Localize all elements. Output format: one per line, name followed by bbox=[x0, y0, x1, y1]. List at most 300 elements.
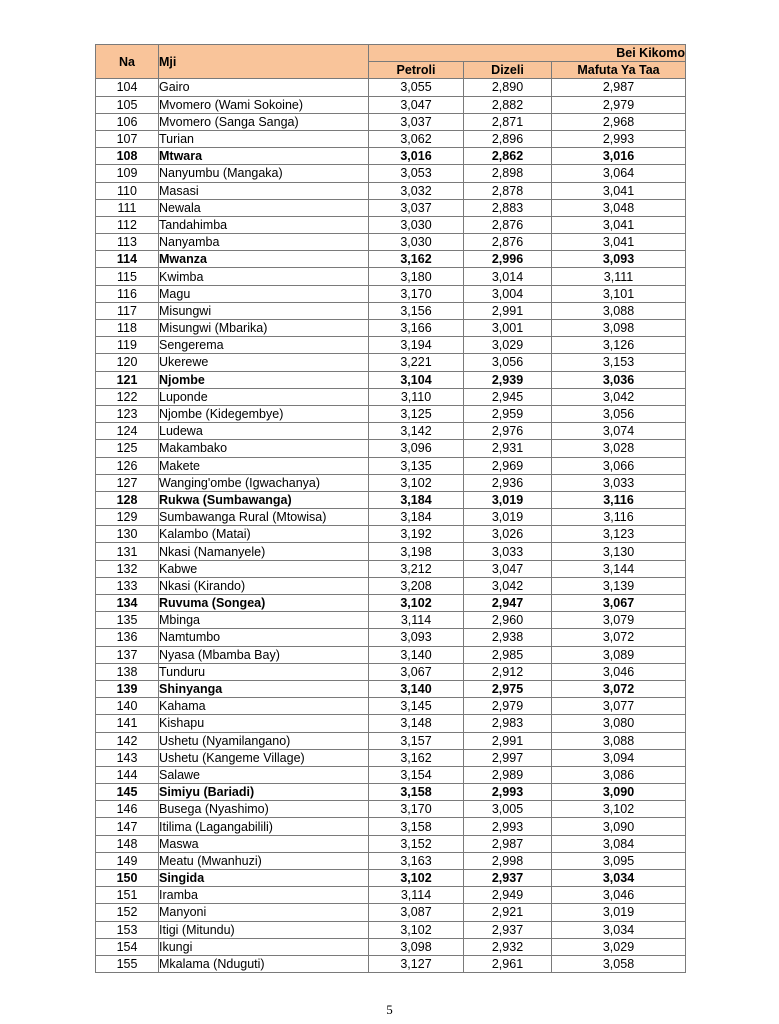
cell-mafuta-ya-taa: 3,041 bbox=[552, 216, 686, 233]
cell-dizeli: 2,878 bbox=[464, 182, 552, 199]
cell-mafuta-ya-taa: 3,095 bbox=[552, 852, 686, 869]
cell-mji: Magu bbox=[159, 285, 369, 302]
cell-dizeli: 2,983 bbox=[464, 715, 552, 732]
table-row bbox=[96, 96, 686, 113]
cell-na: 123 bbox=[96, 405, 159, 422]
cell-mafuta-ya-taa: 3,041 bbox=[552, 234, 686, 251]
cell-dizeli: 2,959 bbox=[464, 405, 552, 422]
cell-petroli: 3,102 bbox=[369, 870, 464, 887]
cell-dizeli: 3,033 bbox=[464, 543, 552, 560]
cell-mafuta-ya-taa: 3,094 bbox=[552, 749, 686, 766]
cell-dizeli: 2,991 bbox=[464, 732, 552, 749]
table-row bbox=[96, 904, 686, 921]
table-row bbox=[96, 354, 686, 371]
cell-mji: Shinyanga bbox=[159, 680, 369, 697]
header-mafuta-ya-taa: Mafuta Ya Taa bbox=[552, 62, 686, 79]
cell-dizeli: 2,921 bbox=[464, 904, 552, 921]
cell-mji: Mtwara bbox=[159, 148, 369, 165]
cell-mji: Rukwa (Sumbawanga) bbox=[159, 491, 369, 508]
cell-na: 120 bbox=[96, 354, 159, 371]
cell-mafuta-ya-taa: 3,033 bbox=[552, 474, 686, 491]
cell-petroli: 3,067 bbox=[369, 663, 464, 680]
table-row-region bbox=[96, 371, 686, 388]
cell-mji: Mkalama (Nduguti) bbox=[159, 955, 369, 972]
cell-mafuta-ya-taa: 3,016 bbox=[552, 148, 686, 165]
cell-mafuta-ya-taa: 3,130 bbox=[552, 543, 686, 560]
cell-mji: Misungwi (Mbarika) bbox=[159, 320, 369, 337]
cell-mafuta-ya-taa: 3,139 bbox=[552, 577, 686, 594]
cell-na: 122 bbox=[96, 388, 159, 405]
cell-mji: Itilima (Lagangabilili) bbox=[159, 818, 369, 835]
cell-mafuta-ya-taa: 3,046 bbox=[552, 663, 686, 680]
cell-dizeli: 2,985 bbox=[464, 646, 552, 663]
cell-mafuta-ya-taa: 3,086 bbox=[552, 766, 686, 783]
cell-dizeli: 2,938 bbox=[464, 629, 552, 646]
cell-dizeli: 2,896 bbox=[464, 130, 552, 147]
cell-dizeli: 2,931 bbox=[464, 440, 552, 457]
cell-dizeli: 2,890 bbox=[464, 79, 552, 96]
cell-petroli: 3,194 bbox=[369, 337, 464, 354]
cell-mji: Ikungi bbox=[159, 938, 369, 955]
cell-na: 147 bbox=[96, 818, 159, 835]
cell-mafuta-ya-taa: 3,084 bbox=[552, 835, 686, 852]
cell-mji: Namtumbo bbox=[159, 629, 369, 646]
cell-mji: Kalambo (Matai) bbox=[159, 526, 369, 543]
cell-dizeli: 2,960 bbox=[464, 612, 552, 629]
cell-dizeli: 2,936 bbox=[464, 474, 552, 491]
cell-mafuta-ya-taa: 3,090 bbox=[552, 818, 686, 835]
cell-na: 124 bbox=[96, 423, 159, 440]
table-body bbox=[96, 79, 686, 973]
table-row bbox=[96, 423, 686, 440]
table-row bbox=[96, 577, 686, 594]
cell-petroli: 3,110 bbox=[369, 388, 464, 405]
cell-mji: Gairo bbox=[159, 79, 369, 96]
table-row-region bbox=[96, 870, 686, 887]
table-row bbox=[96, 268, 686, 285]
cell-petroli: 3,158 bbox=[369, 784, 464, 801]
cell-mji: Turian bbox=[159, 130, 369, 147]
cell-mji: Ushetu (Kangeme Village) bbox=[159, 749, 369, 766]
table-row bbox=[96, 629, 686, 646]
cell-dizeli: 2,932 bbox=[464, 938, 552, 955]
cell-dizeli: 3,014 bbox=[464, 268, 552, 285]
cell-mafuta-ya-taa: 3,080 bbox=[552, 715, 686, 732]
cell-mji: Nkasi (Namanyele) bbox=[159, 543, 369, 560]
cell-petroli: 3,156 bbox=[369, 302, 464, 319]
table-row-region bbox=[96, 148, 686, 165]
cell-na: 113 bbox=[96, 234, 159, 251]
cell-dizeli: 2,961 bbox=[464, 955, 552, 972]
cell-mji: Wanging'ombe (Igwachanya) bbox=[159, 474, 369, 491]
cell-na: 148 bbox=[96, 835, 159, 852]
header-petroli: Petroli bbox=[369, 62, 464, 79]
cell-dizeli: 2,975 bbox=[464, 680, 552, 697]
cell-petroli: 3,140 bbox=[369, 680, 464, 697]
table-row bbox=[96, 79, 686, 96]
cell-na: 149 bbox=[96, 852, 159, 869]
cell-na: 140 bbox=[96, 698, 159, 715]
cell-na: 108 bbox=[96, 148, 159, 165]
cell-dizeli: 2,949 bbox=[464, 887, 552, 904]
cell-petroli: 3,145 bbox=[369, 698, 464, 715]
cell-na: 129 bbox=[96, 509, 159, 526]
table-row bbox=[96, 388, 686, 405]
cell-mji: Njombe (Kidegembye) bbox=[159, 405, 369, 422]
cell-petroli: 3,096 bbox=[369, 440, 464, 457]
table-row-region bbox=[96, 251, 686, 268]
cell-dizeli: 2,998 bbox=[464, 852, 552, 869]
cell-dizeli: 3,005 bbox=[464, 801, 552, 818]
cell-mji: Ruvuma (Songea) bbox=[159, 595, 369, 612]
cell-petroli: 3,212 bbox=[369, 560, 464, 577]
cell-petroli: 3,158 bbox=[369, 818, 464, 835]
cell-mji: Sengerema bbox=[159, 337, 369, 354]
table-row-region bbox=[96, 680, 686, 697]
cell-dizeli: 3,029 bbox=[464, 337, 552, 354]
cell-petroli: 3,030 bbox=[369, 216, 464, 233]
cell-dizeli: 2,945 bbox=[464, 388, 552, 405]
cell-mji: Simiyu (Bariadi) bbox=[159, 784, 369, 801]
cell-na: 145 bbox=[96, 784, 159, 801]
cell-na: 128 bbox=[96, 491, 159, 508]
cell-dizeli: 2,979 bbox=[464, 698, 552, 715]
cell-mafuta-ya-taa: 3,088 bbox=[552, 302, 686, 319]
cell-dizeli: 3,042 bbox=[464, 577, 552, 594]
header-mji: Mji bbox=[159, 45, 369, 79]
cell-petroli: 3,055 bbox=[369, 79, 464, 96]
cell-dizeli: 2,969 bbox=[464, 457, 552, 474]
table-row bbox=[96, 715, 686, 732]
table-row bbox=[96, 474, 686, 491]
cell-petroli: 3,087 bbox=[369, 904, 464, 921]
cell-mafuta-ya-taa: 3,072 bbox=[552, 680, 686, 697]
cell-petroli: 3,162 bbox=[369, 749, 464, 766]
cell-mafuta-ya-taa: 2,987 bbox=[552, 79, 686, 96]
cell-mafuta-ya-taa: 3,066 bbox=[552, 457, 686, 474]
cell-na: 105 bbox=[96, 96, 159, 113]
cell-petroli: 3,102 bbox=[369, 921, 464, 938]
table-row bbox=[96, 955, 686, 972]
cell-mji: Mwanza bbox=[159, 251, 369, 268]
cell-mji: Mvomero (Sanga Sanga) bbox=[159, 113, 369, 130]
cell-petroli: 3,170 bbox=[369, 801, 464, 818]
cell-mji: Tandahimba bbox=[159, 216, 369, 233]
cell-na: 152 bbox=[96, 904, 159, 921]
cell-na: 133 bbox=[96, 577, 159, 594]
cell-petroli: 3,192 bbox=[369, 526, 464, 543]
cell-mji: Nkasi (Kirando) bbox=[159, 577, 369, 594]
cell-petroli: 3,125 bbox=[369, 405, 464, 422]
cell-mafuta-ya-taa: 3,077 bbox=[552, 698, 686, 715]
cell-mji: Ukerewe bbox=[159, 354, 369, 371]
cell-na: 125 bbox=[96, 440, 159, 457]
cell-dizeli: 2,993 bbox=[464, 818, 552, 835]
cell-dizeli: 2,993 bbox=[464, 784, 552, 801]
cell-dizeli: 2,987 bbox=[464, 835, 552, 852]
cell-na: 116 bbox=[96, 285, 159, 302]
cell-mafuta-ya-taa: 2,979 bbox=[552, 96, 686, 113]
cell-mafuta-ya-taa: 3,067 bbox=[552, 595, 686, 612]
cell-petroli: 3,208 bbox=[369, 577, 464, 594]
cell-mji: Nyasa (Mbamba Bay) bbox=[159, 646, 369, 663]
table-row bbox=[96, 938, 686, 955]
cell-mji: Newala bbox=[159, 199, 369, 216]
cell-petroli: 3,163 bbox=[369, 852, 464, 869]
cell-mafuta-ya-taa: 3,041 bbox=[552, 182, 686, 199]
cell-dizeli: 2,882 bbox=[464, 96, 552, 113]
cell-petroli: 3,157 bbox=[369, 732, 464, 749]
cell-na: 107 bbox=[96, 130, 159, 147]
cell-mji: Mbinga bbox=[159, 612, 369, 629]
cell-na: 155 bbox=[96, 955, 159, 972]
cell-mji: Kwimba bbox=[159, 268, 369, 285]
cell-dizeli: 2,912 bbox=[464, 663, 552, 680]
cell-na: 110 bbox=[96, 182, 159, 199]
table-row-region bbox=[96, 784, 686, 801]
table-row bbox=[96, 646, 686, 663]
cell-dizeli: 3,004 bbox=[464, 285, 552, 302]
cell-na: 132 bbox=[96, 560, 159, 577]
cell-petroli: 3,170 bbox=[369, 285, 464, 302]
cell-na: 109 bbox=[96, 165, 159, 182]
cell-mafuta-ya-taa: 3,034 bbox=[552, 870, 686, 887]
cell-dizeli: 2,876 bbox=[464, 216, 552, 233]
cell-na: 127 bbox=[96, 474, 159, 491]
cell-mafuta-ya-taa: 3,074 bbox=[552, 423, 686, 440]
cell-petroli: 3,102 bbox=[369, 474, 464, 491]
cell-mji: Makambako bbox=[159, 440, 369, 457]
table-row bbox=[96, 835, 686, 852]
cell-na: 106 bbox=[96, 113, 159, 130]
table-row bbox=[96, 337, 686, 354]
cell-mji: Ushetu (Nyamilangano) bbox=[159, 732, 369, 749]
table-row bbox=[96, 921, 686, 938]
table-row bbox=[96, 698, 686, 715]
cell-dizeli: 2,937 bbox=[464, 870, 552, 887]
cell-mafuta-ya-taa: 3,102 bbox=[552, 801, 686, 818]
cell-petroli: 3,062 bbox=[369, 130, 464, 147]
cell-mafuta-ya-taa: 3,089 bbox=[552, 646, 686, 663]
cell-mji: Nanyamba bbox=[159, 234, 369, 251]
cell-na: 118 bbox=[96, 320, 159, 337]
table-row bbox=[96, 440, 686, 457]
cell-dizeli: 2,883 bbox=[464, 199, 552, 216]
cell-na: 117 bbox=[96, 302, 159, 319]
cell-na: 115 bbox=[96, 268, 159, 285]
cell-dizeli: 2,939 bbox=[464, 371, 552, 388]
cell-mafuta-ya-taa: 3,090 bbox=[552, 784, 686, 801]
cell-petroli: 3,184 bbox=[369, 491, 464, 508]
table-row bbox=[96, 302, 686, 319]
cell-petroli: 3,114 bbox=[369, 887, 464, 904]
table-row bbox=[96, 749, 686, 766]
cell-mji: Mvomero (Wami Sokoine) bbox=[159, 96, 369, 113]
cell-dizeli: 2,871 bbox=[464, 113, 552, 130]
cell-na: 121 bbox=[96, 371, 159, 388]
cell-petroli: 3,102 bbox=[369, 595, 464, 612]
header-dizeli: Dizeli bbox=[464, 62, 552, 79]
table-row bbox=[96, 818, 686, 835]
cell-mafuta-ya-taa: 3,064 bbox=[552, 165, 686, 182]
table-row bbox=[96, 887, 686, 904]
cell-na: 135 bbox=[96, 612, 159, 629]
cell-petroli: 3,037 bbox=[369, 113, 464, 130]
cell-mafuta-ya-taa: 3,072 bbox=[552, 629, 686, 646]
cell-mafuta-ya-taa: 3,144 bbox=[552, 560, 686, 577]
cell-petroli: 3,037 bbox=[369, 199, 464, 216]
cell-mafuta-ya-taa: 3,058 bbox=[552, 955, 686, 972]
cell-na: 137 bbox=[96, 646, 159, 663]
cell-mafuta-ya-taa: 2,993 bbox=[552, 130, 686, 147]
cell-dizeli: 2,976 bbox=[464, 423, 552, 440]
cell-dizeli: 2,876 bbox=[464, 234, 552, 251]
cell-na: 131 bbox=[96, 543, 159, 560]
cell-petroli: 3,098 bbox=[369, 938, 464, 955]
cell-petroli: 3,180 bbox=[369, 268, 464, 285]
cell-mafuta-ya-taa: 3,101 bbox=[552, 285, 686, 302]
cell-dizeli: 2,937 bbox=[464, 921, 552, 938]
table-row-region bbox=[96, 595, 686, 612]
cell-mafuta-ya-taa: 3,019 bbox=[552, 904, 686, 921]
cell-dizeli: 2,996 bbox=[464, 251, 552, 268]
cell-na: 104 bbox=[96, 79, 159, 96]
cell-mafuta-ya-taa: 2,968 bbox=[552, 113, 686, 130]
cell-dizeli: 3,019 bbox=[464, 509, 552, 526]
table-row bbox=[96, 113, 686, 130]
cell-mji: Singida bbox=[159, 870, 369, 887]
cell-na: 151 bbox=[96, 887, 159, 904]
cell-mafuta-ya-taa: 3,029 bbox=[552, 938, 686, 955]
cell-petroli: 3,184 bbox=[369, 509, 464, 526]
cell-petroli: 3,198 bbox=[369, 543, 464, 560]
table-header bbox=[96, 45, 686, 79]
cell-petroli: 3,053 bbox=[369, 165, 464, 182]
table-row bbox=[96, 285, 686, 302]
cell-mji: Salawe bbox=[159, 766, 369, 783]
cell-petroli: 3,148 bbox=[369, 715, 464, 732]
cell-petroli: 3,162 bbox=[369, 251, 464, 268]
cell-na: 136 bbox=[96, 629, 159, 646]
cell-dizeli: 2,947 bbox=[464, 595, 552, 612]
cell-mafuta-ya-taa: 3,116 bbox=[552, 509, 686, 526]
cell-dizeli: 3,047 bbox=[464, 560, 552, 577]
cell-mafuta-ya-taa: 3,153 bbox=[552, 354, 686, 371]
cell-mafuta-ya-taa: 3,046 bbox=[552, 887, 686, 904]
cell-dizeli: 2,862 bbox=[464, 148, 552, 165]
table-row bbox=[96, 405, 686, 422]
table-row bbox=[96, 560, 686, 577]
cell-mji: Manyoni bbox=[159, 904, 369, 921]
cell-na: 114 bbox=[96, 251, 159, 268]
cell-mafuta-ya-taa: 3,079 bbox=[552, 612, 686, 629]
cell-petroli: 3,142 bbox=[369, 423, 464, 440]
cell-mji: Masasi bbox=[159, 182, 369, 199]
cell-petroli: 3,114 bbox=[369, 612, 464, 629]
cell-na: 144 bbox=[96, 766, 159, 783]
cell-mji: Kahama bbox=[159, 698, 369, 715]
cell-na: 154 bbox=[96, 938, 159, 955]
cell-mafuta-ya-taa: 3,088 bbox=[552, 732, 686, 749]
table-row bbox=[96, 199, 686, 216]
cell-petroli: 3,030 bbox=[369, 234, 464, 251]
header-na: Na bbox=[96, 45, 159, 79]
cell-na: 126 bbox=[96, 457, 159, 474]
cell-mji: Kishapu bbox=[159, 715, 369, 732]
cell-na: 141 bbox=[96, 715, 159, 732]
cell-dizeli: 3,019 bbox=[464, 491, 552, 508]
table-row bbox=[96, 766, 686, 783]
cell-na: 139 bbox=[96, 680, 159, 697]
cell-mji: Meatu (Mwanhuzi) bbox=[159, 852, 369, 869]
cell-petroli: 3,032 bbox=[369, 182, 464, 199]
table-row bbox=[96, 543, 686, 560]
cell-petroli: 3,093 bbox=[369, 629, 464, 646]
cell-dizeli: 2,997 bbox=[464, 749, 552, 766]
cell-na: 130 bbox=[96, 526, 159, 543]
cell-mafuta-ya-taa: 3,036 bbox=[552, 371, 686, 388]
cell-dizeli: 3,001 bbox=[464, 320, 552, 337]
cell-mji: Luponde bbox=[159, 388, 369, 405]
cell-petroli: 3,104 bbox=[369, 371, 464, 388]
cell-na: 150 bbox=[96, 870, 159, 887]
cell-dizeli: 2,898 bbox=[464, 165, 552, 182]
page-number: 5 bbox=[386, 1002, 393, 1017]
table-row bbox=[96, 182, 686, 199]
cell-mafuta-ya-taa: 3,048 bbox=[552, 199, 686, 216]
cell-na: 143 bbox=[96, 749, 159, 766]
cell-mafuta-ya-taa: 3,028 bbox=[552, 440, 686, 457]
table-row bbox=[96, 526, 686, 543]
cell-mji: Tunduru bbox=[159, 663, 369, 680]
cell-petroli: 3,016 bbox=[369, 148, 464, 165]
cell-mji: Itigi (Mitundu) bbox=[159, 921, 369, 938]
cell-mafuta-ya-taa: 3,093 bbox=[552, 251, 686, 268]
cell-na: 142 bbox=[96, 732, 159, 749]
cell-mafuta-ya-taa: 3,123 bbox=[552, 526, 686, 543]
cell-dizeli: 2,991 bbox=[464, 302, 552, 319]
cell-mji: Iramba bbox=[159, 887, 369, 904]
table-row bbox=[96, 457, 686, 474]
cell-petroli: 3,221 bbox=[369, 354, 464, 371]
table-row bbox=[96, 612, 686, 629]
cell-dizeli: 3,056 bbox=[464, 354, 552, 371]
table-row bbox=[96, 801, 686, 818]
cell-mji: Nanyumbu (Mangaka) bbox=[159, 165, 369, 182]
cell-mji: Njombe bbox=[159, 371, 369, 388]
cell-mji: Maswa bbox=[159, 835, 369, 852]
table-row bbox=[96, 320, 686, 337]
cell-mafuta-ya-taa: 3,116 bbox=[552, 491, 686, 508]
cell-mafuta-ya-taa: 3,042 bbox=[552, 388, 686, 405]
cell-na: 112 bbox=[96, 216, 159, 233]
cell-petroli: 3,047 bbox=[369, 96, 464, 113]
cell-petroli: 3,140 bbox=[369, 646, 464, 663]
cell-petroli: 3,127 bbox=[369, 955, 464, 972]
cell-mafuta-ya-taa: 3,111 bbox=[552, 268, 686, 285]
table-row bbox=[96, 216, 686, 233]
cell-mafuta-ya-taa: 3,098 bbox=[552, 320, 686, 337]
cell-petroli: 3,166 bbox=[369, 320, 464, 337]
cell-mji: Kabwe bbox=[159, 560, 369, 577]
table-row bbox=[96, 509, 686, 526]
table-row-region bbox=[96, 491, 686, 508]
cell-mafuta-ya-taa: 3,056 bbox=[552, 405, 686, 422]
table-row bbox=[96, 663, 686, 680]
cell-dizeli: 3,026 bbox=[464, 526, 552, 543]
cell-mji: Misungwi bbox=[159, 302, 369, 319]
cell-petroli: 3,135 bbox=[369, 457, 464, 474]
